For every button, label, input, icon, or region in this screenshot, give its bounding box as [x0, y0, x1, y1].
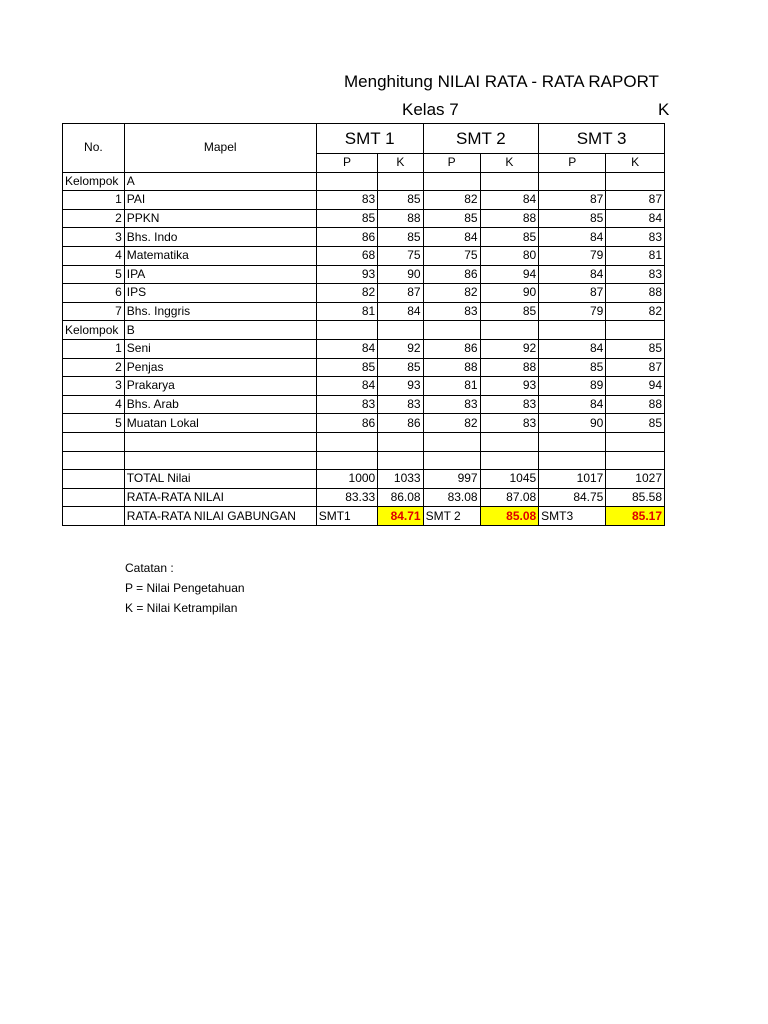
score-cell: 87: [606, 358, 665, 377]
score-cell: 79: [539, 302, 606, 321]
score-cell: 68: [316, 246, 378, 265]
score-cell: 83: [480, 414, 539, 433]
total-value: 1045: [480, 470, 539, 489]
average-label: RATA-RATA NILAI: [124, 488, 316, 507]
score-cell: 84: [539, 265, 606, 284]
subject-name: IPS: [124, 284, 316, 303]
score-cell: 75: [378, 246, 423, 265]
notes-k: K = Nilai Ketrampilan: [125, 601, 238, 615]
score-cell: 83: [316, 191, 378, 210]
total-label: TOTAL Nilai: [124, 470, 316, 489]
group-row: [63, 321, 665, 340]
notes-p: P = Nilai Pengetahuan: [125, 581, 245, 595]
subject-name: Matematika: [124, 246, 316, 265]
score-cell: 84: [539, 395, 606, 414]
score-cell: 90: [539, 414, 606, 433]
score-cell: 87: [378, 284, 423, 303]
subject-no: 7: [63, 302, 125, 321]
header-mapel: Mapel: [124, 124, 316, 173]
subject-row: [63, 246, 665, 265]
score-cell: 89: [539, 377, 606, 396]
score-cell: 86: [423, 265, 480, 284]
score-cell: 86: [423, 339, 480, 358]
total-value: 997: [423, 470, 480, 489]
subject-name: IPA: [124, 265, 316, 284]
score-cell: 87: [606, 191, 665, 210]
score-cell: 83: [606, 265, 665, 284]
average-value: 87.08: [480, 488, 539, 507]
subject-name: Seni: [124, 339, 316, 358]
score-cell: 84: [423, 228, 480, 247]
grades-table: [62, 123, 665, 526]
score-cell: 83: [423, 395, 480, 414]
score-cell: 82: [606, 302, 665, 321]
subject-row: [63, 228, 665, 247]
combined-smt2-value: 85.08: [480, 507, 539, 526]
score-cell: 83: [606, 228, 665, 247]
score-cell: 85: [606, 339, 665, 358]
subject-row: [63, 377, 665, 396]
subject-name: PAI: [124, 191, 316, 210]
subject-no: 4: [63, 395, 125, 414]
score-cell: 90: [480, 284, 539, 303]
score-cell: 82: [423, 414, 480, 433]
subject-name: Prakarya: [124, 377, 316, 396]
score-cell: 88: [378, 209, 423, 228]
subject-row: [63, 395, 665, 414]
subject-row: [63, 414, 665, 433]
combined-smt1-label: SMT1: [316, 507, 378, 526]
score-cell: 84: [480, 191, 539, 210]
combined-smt1-value: 84.71: [378, 507, 423, 526]
subject-row: [63, 209, 665, 228]
subject-name: PPKN: [124, 209, 316, 228]
combined-label: RATA-RATA NILAI GABUNGAN: [124, 507, 316, 526]
score-cell: 85: [539, 209, 606, 228]
subject-name: Bhs. Indo: [124, 228, 316, 247]
score-cell: 86: [316, 414, 378, 433]
score-cell: 79: [539, 246, 606, 265]
score-cell: 85: [316, 358, 378, 377]
score-cell: 84: [539, 339, 606, 358]
page-title: Menghitung NILAI RATA - RATA RAPORT: [344, 72, 659, 91]
score-cell: 85: [316, 209, 378, 228]
header-k: K: [378, 154, 423, 173]
score-cell: 85: [423, 209, 480, 228]
empty-row: [63, 432, 665, 451]
score-cell: 83: [316, 395, 378, 414]
score-cell: 82: [423, 191, 480, 210]
header-p: P: [423, 154, 480, 173]
group-b-label: Kelompok: [63, 321, 125, 340]
score-cell: 94: [480, 265, 539, 284]
score-cell: 83: [423, 302, 480, 321]
subject-no: 3: [63, 228, 125, 247]
score-cell: 93: [316, 265, 378, 284]
header-no: No.: [63, 124, 125, 173]
subject-no: 3: [63, 377, 125, 396]
subject-row: [63, 358, 665, 377]
score-cell: 88: [480, 209, 539, 228]
score-cell: 85: [606, 414, 665, 433]
score-cell: 88: [423, 358, 480, 377]
header-p: P: [539, 154, 606, 173]
total-row: [63, 470, 665, 489]
subject-no: 5: [63, 414, 125, 433]
page-subtitle: Kelas 7: [402, 100, 459, 119]
score-cell: 80: [480, 246, 539, 265]
total-value: 1017: [539, 470, 606, 489]
score-cell: 75: [423, 246, 480, 265]
score-cell: 82: [316, 284, 378, 303]
score-cell: 84: [316, 377, 378, 396]
score-cell: 92: [480, 339, 539, 358]
score-cell: 82: [423, 284, 480, 303]
subject-no: 5: [63, 265, 125, 284]
score-cell: 81: [423, 377, 480, 396]
score-cell: 93: [378, 377, 423, 396]
subject-row: [63, 191, 665, 210]
score-cell: 92: [378, 339, 423, 358]
score-cell: 85: [480, 228, 539, 247]
score-cell: 86: [378, 414, 423, 433]
combined-average-row: [63, 507, 665, 526]
subject-no: 1: [63, 339, 125, 358]
score-cell: 81: [606, 246, 665, 265]
subject-row: [63, 302, 665, 321]
header-p: P: [316, 154, 378, 173]
score-cell: 85: [539, 358, 606, 377]
score-cell: 87: [539, 191, 606, 210]
combined-smt3-label: SMT3: [539, 507, 606, 526]
score-cell: 88: [480, 358, 539, 377]
subject-row: [63, 339, 665, 358]
score-cell: 88: [606, 284, 665, 303]
score-cell: 85: [378, 358, 423, 377]
score-cell: 85: [378, 228, 423, 247]
score-cell: 85: [378, 191, 423, 210]
total-value: 1027: [606, 470, 665, 489]
group-a-label: Kelompok: [63, 172, 125, 191]
group-a-value: A: [124, 172, 316, 191]
subject-name: Penjas: [124, 358, 316, 377]
average-value: 86.08: [378, 488, 423, 507]
group-row: [63, 172, 665, 191]
average-row: [63, 488, 665, 507]
header-k: K: [606, 154, 665, 173]
score-cell: 84: [316, 339, 378, 358]
score-cell: 93: [480, 377, 539, 396]
score-cell: 86: [316, 228, 378, 247]
subject-name: Bhs. Inggris: [124, 302, 316, 321]
score-cell: 84: [539, 228, 606, 247]
page-subtitle-extra: K: [658, 100, 670, 119]
score-cell: 88: [606, 395, 665, 414]
score-cell: 85: [480, 302, 539, 321]
subject-no: 4: [63, 246, 125, 265]
combined-smt3-value: 85.17: [606, 507, 665, 526]
subject-no: 2: [63, 358, 125, 377]
combined-smt2-label: SMT 2: [423, 507, 480, 526]
subject-name: Bhs. Arab: [124, 395, 316, 414]
header-row: [63, 124, 665, 154]
notes: [125, 558, 245, 618]
subject-no: 1: [63, 191, 125, 210]
score-cell: 94: [606, 377, 665, 396]
score-cell: 87: [539, 284, 606, 303]
notes-heading: Catatan :: [125, 561, 174, 575]
header-smt1: SMT 1: [316, 124, 423, 154]
score-cell: 84: [378, 302, 423, 321]
average-value: 83.08: [423, 488, 480, 507]
group-b-value: B: [124, 321, 316, 340]
subject-name: Muatan Lokal: [124, 414, 316, 433]
score-cell: 81: [316, 302, 378, 321]
subject-no: 2: [63, 209, 125, 228]
score-cell: 83: [480, 395, 539, 414]
total-value: 1033: [378, 470, 423, 489]
average-value: 85.58: [606, 488, 665, 507]
header-smt2: SMT 2: [423, 124, 539, 154]
average-value: 83.33: [316, 488, 378, 507]
score-cell: 84: [606, 209, 665, 228]
subject-no: 6: [63, 284, 125, 303]
total-value: 1000: [316, 470, 378, 489]
score-cell: 83: [378, 395, 423, 414]
subject-row: [63, 265, 665, 284]
header-smt3: SMT 3: [539, 124, 665, 154]
average-value: 84.75: [539, 488, 606, 507]
header-k: K: [480, 154, 539, 173]
empty-row: [63, 451, 665, 470]
score-cell: 90: [378, 265, 423, 284]
subject-row: [63, 284, 665, 303]
